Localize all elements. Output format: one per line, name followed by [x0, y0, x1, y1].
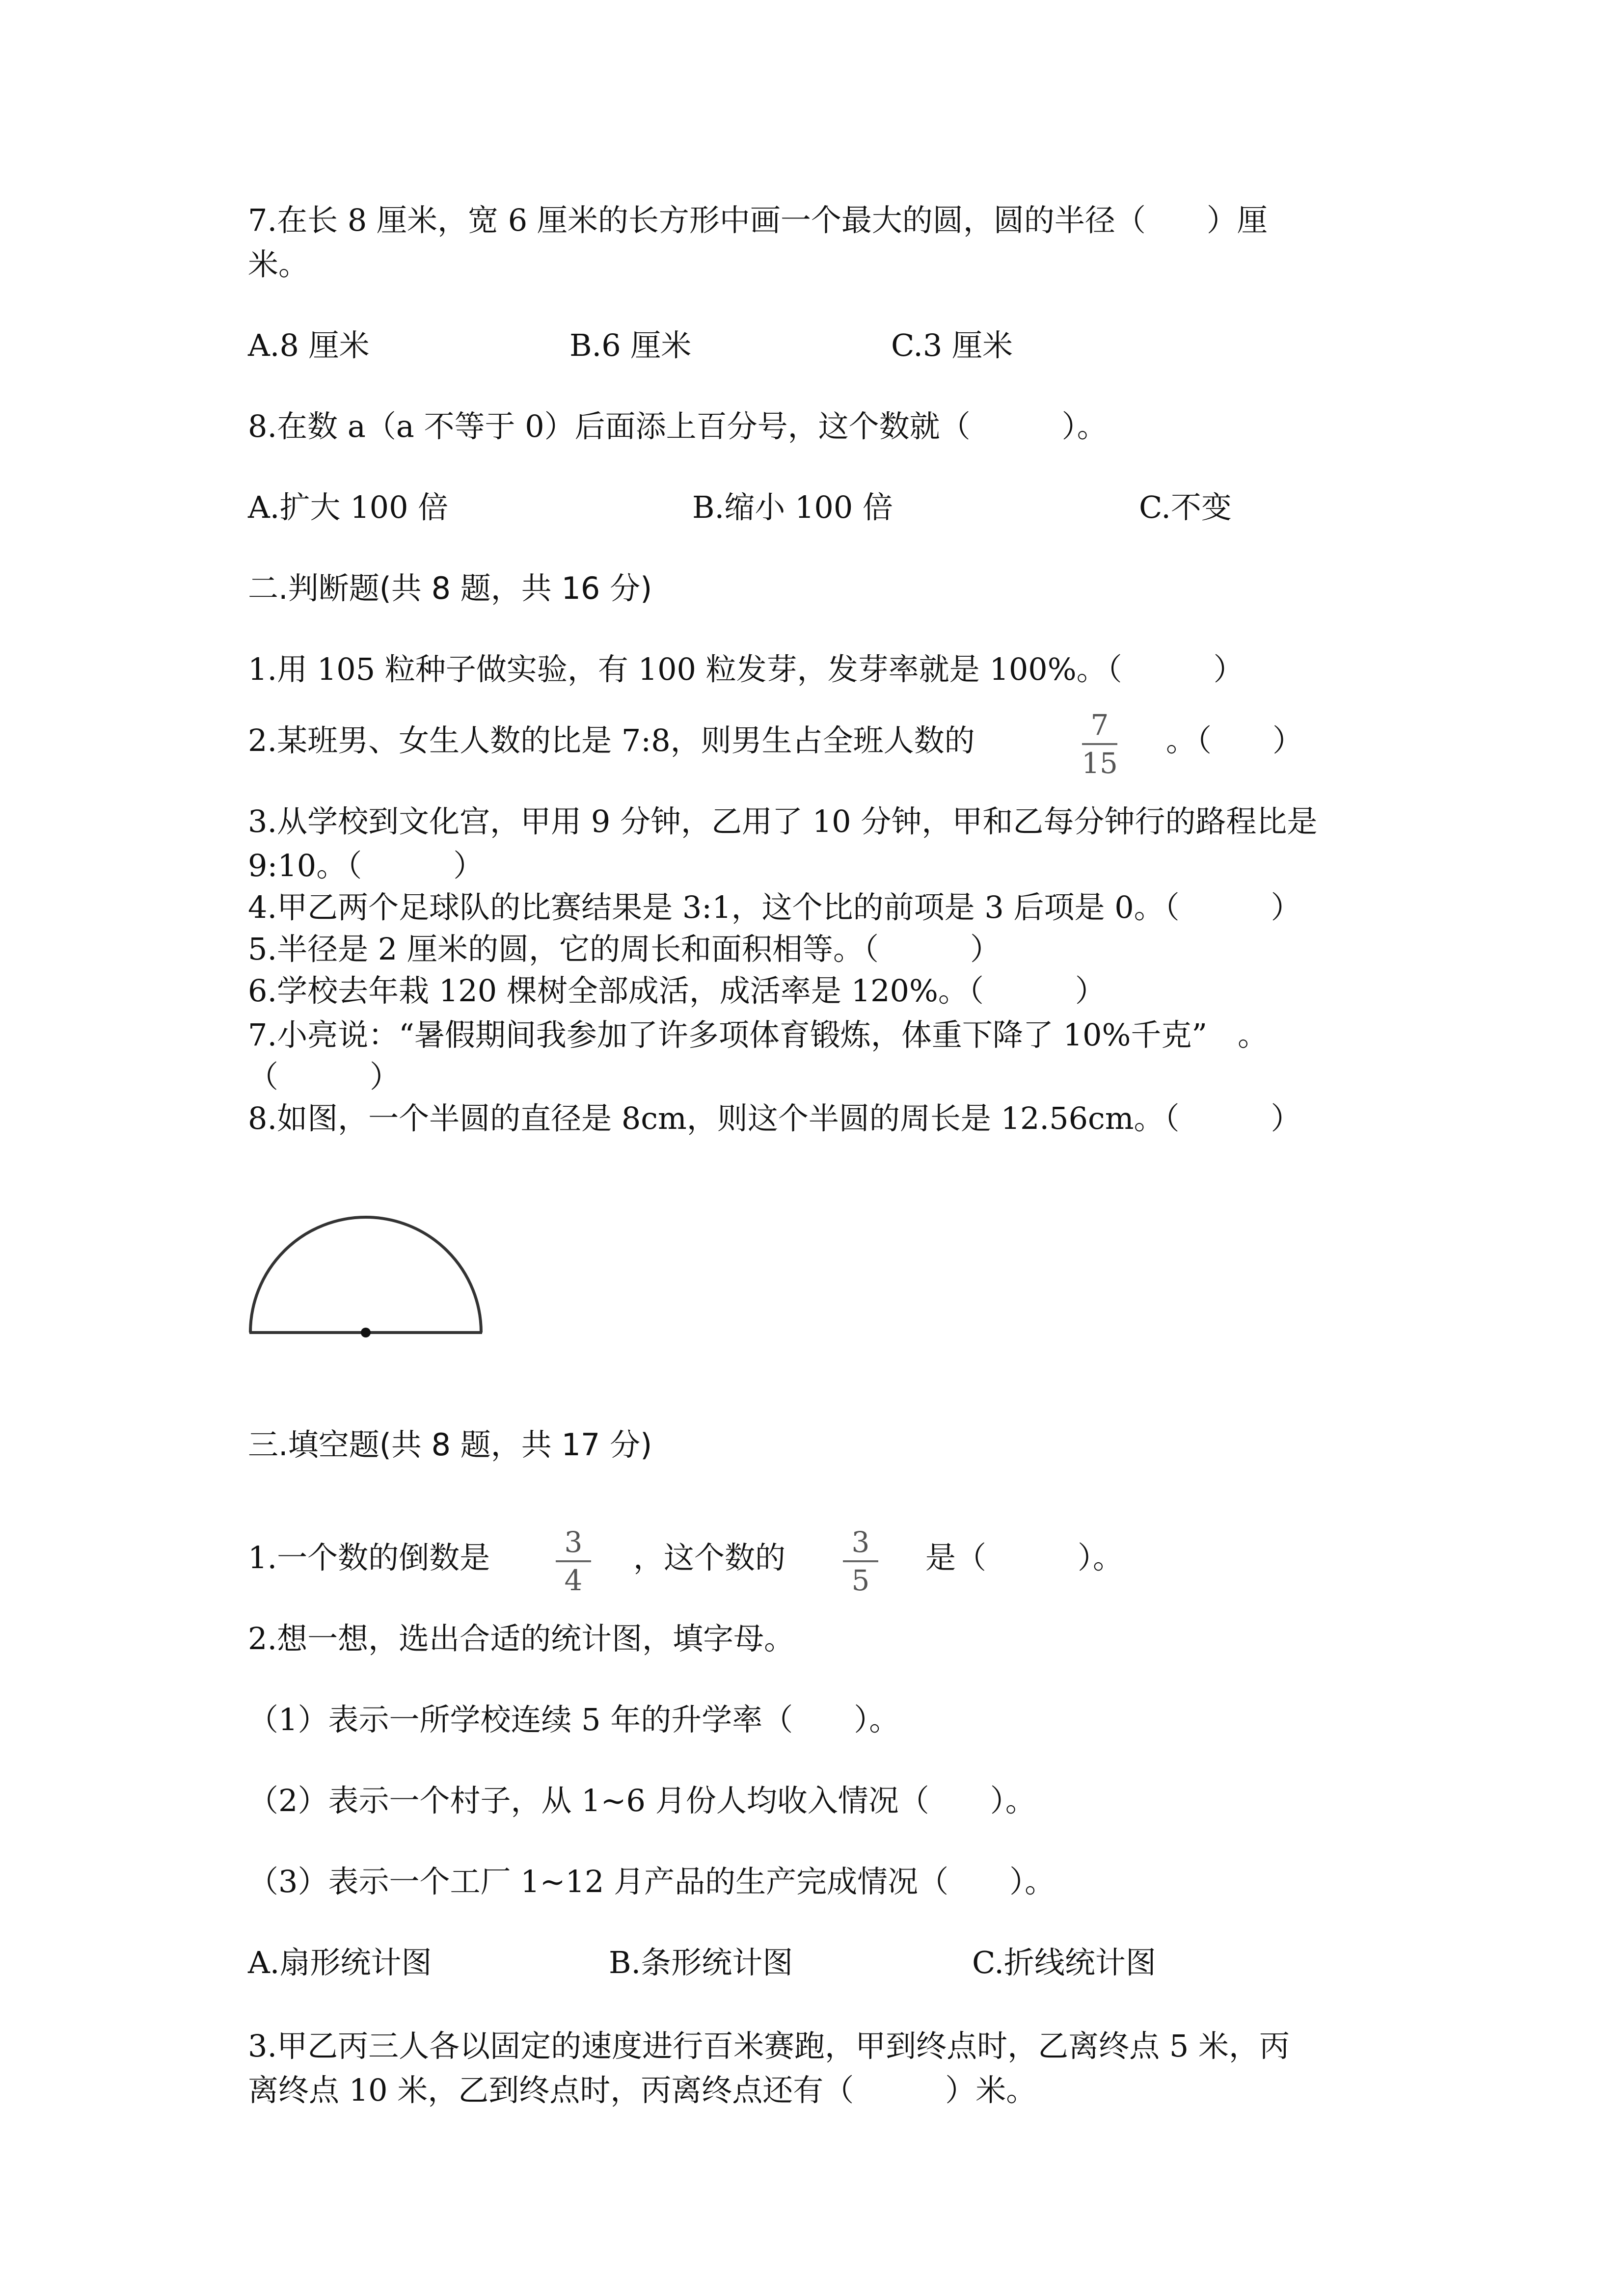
fraction-denominator: 15 [1082, 747, 1118, 780]
mc-q7-option-b: B.6 厘米 [569, 327, 692, 363]
judge-q3-line1: 3.从学校到文化宫，甲用 9 分钟，乙用了 10 分钟，甲和乙每分钟行的路程比是 [248, 803, 1318, 839]
semicircle-arc [250, 1217, 481, 1333]
fill-q2-sub3: （3）表示一个工厂 1~12 月产品的生产完成情况（ ）。 [248, 1864, 1056, 1899]
fill-q3-line2: 离终点 10 米，乙到终点时，丙离终点还有（ ）米。 [248, 2072, 1037, 2108]
fill-q1-text-b: ，这个数的 [633, 1540, 786, 1575]
fill-q3-line1: 3.甲乙丙三人各以固定的速度进行百米赛跑，甲到终点时，乙离终点 5 米，丙 [248, 2028, 1290, 2064]
mc-q7-option-c: C.3 厘米 [891, 327, 1013, 363]
mc-q8-option-c: C.不变 [1139, 489, 1232, 525]
fill-q2-text: 2.想一想，选出合适的统计图，填字母。 [248, 1621, 795, 1656]
fill-q1-fraction-2 [831, 1525, 890, 1597]
semicircle-figure [241, 1207, 491, 1340]
section-heading-fill: 三.填空题(共 8 题，共 17 分) [248, 1427, 652, 1463]
fill-q2-option-c: C.折线统计图 [972, 1945, 1156, 1980]
judge-q2-answer: 。（ ） [1166, 722, 1303, 758]
judge-q2-fraction [1070, 708, 1129, 780]
fraction-denominator: 4 [564, 1564, 583, 1597]
mc-q7-text-line1: 7.在长 8 厘米，宽 6 厘米的长方形中画一个最大的圆，圆的半径（ ）厘 [248, 202, 1268, 238]
section-heading-judge: 二.判断题(共 8 题，共 16 分) [248, 570, 652, 606]
mc-q8-option-b: B.缩小 100 倍 [692, 489, 893, 525]
semicircle-center-point [361, 1328, 371, 1337]
judge-q1: 1.用 105 粒种子做实验，有 100 粒发芽，发芽率就是 100%。（ ） [248, 651, 1244, 687]
fill-q1-text-c: 是（ ）。 [925, 1540, 1124, 1575]
judge-q2-text: 2.某班男、女生人数的比是 7:8，则男生占全班人数的 [248, 722, 975, 758]
fill-q2-sub2: （2）表示一个村子，从 1~6 月份人均收入情况（ ）。 [248, 1783, 1036, 1818]
judge-q8: 8.如图，一个半圆的直径是 8cm，则这个半圆的周长是 12.56cm。（ ） [248, 1100, 1301, 1136]
fraction-bar [556, 1560, 591, 1562]
mc-q8-text: 8.在数 a（a 不等于 0）后面添上百分号，这个数就（ ）。 [248, 408, 1108, 444]
fill-q1-text-a: 1.一个数的倒数是 [248, 1540, 490, 1575]
fraction-bar [843, 1560, 878, 1562]
fraction-numerator: 3 [564, 1525, 583, 1559]
fraction-bar [1082, 743, 1117, 745]
judge-q4: 4.甲乙两个足球队的比赛结果是 3:1，这个比的前项是 3 后项是 0。（ ） [248, 889, 1301, 925]
mc-q8-option-a: A.扩大 100 倍 [248, 489, 449, 525]
fraction-numerator: 3 [851, 1525, 870, 1559]
fill-q1-fraction-1 [544, 1525, 603, 1597]
fill-q2-option-b: B.条形统计图 [609, 1945, 793, 1980]
fraction-numerator: 7 [1090, 708, 1109, 742]
fraction-denominator: 5 [851, 1564, 870, 1597]
mc-q7-option-a: A.8 厘米 [248, 327, 370, 363]
judge-q5: 5.半径是 2 厘米的圆，它的周长和面积相等。（ ） [248, 931, 1001, 967]
fill-q2-option-a: A.扇形统计图 [248, 1945, 432, 1980]
fill-q2-sub1: （1）表示一所学校连续 5 年的升学率（ ）。 [248, 1702, 900, 1737]
judge-q6: 6.学校去年栽 120 棵树全部成活，成活率是 120%。（ ） [248, 973, 1106, 1009]
judge-q3-line2: 9:10。（ ） [248, 848, 484, 883]
judge-q7-line2: （ ） [248, 1059, 401, 1095]
mc-q7-text-line2: 米。 [248, 246, 309, 282]
judge-q7-line1: 7.小亮说：“暑假期间我参加了许多项体育锻炼，体重下降了 10%千克” 。 [248, 1017, 1269, 1053]
